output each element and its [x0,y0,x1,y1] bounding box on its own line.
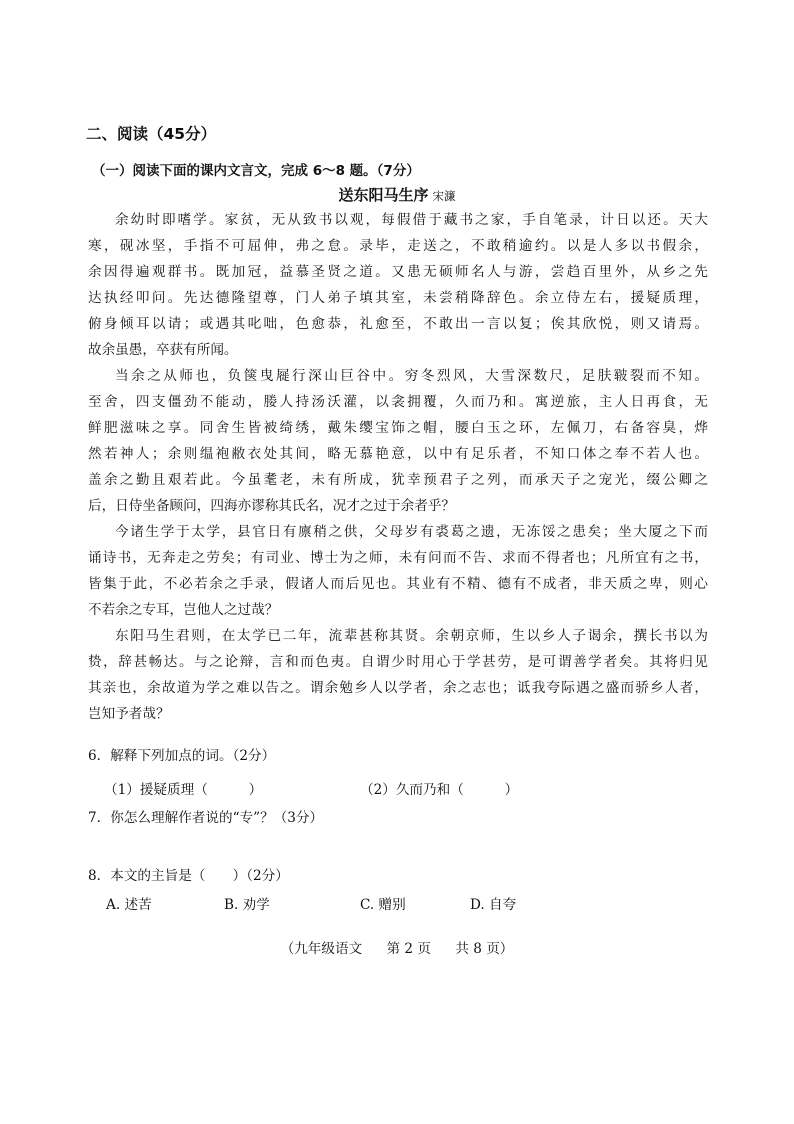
essay-line: 东阳马生君则，在太学已二年，流辈甚称其贤。余朝京师，生以乡人子谒余，撰长书以为 [115,628,708,644]
essay-line: 至舍，四支僵劲不能动，媵人持汤沃灌，以衾拥覆，久而乃和。寓逆旅，主人日再食，无 [88,394,708,410]
footer-total-pages: 共 8 页） [455,941,514,957]
question-6-stem: 6．解释下列加点的词。（2分） [88,748,276,764]
essay-line: 俯身倾耳以请；或遇其叱咄，色愈恭，礼愈至，不敢出一言以复；俟其欣悦，则又请焉。 [88,316,708,332]
question-8-option-d: D. 自夸 [470,897,517,913]
essay-line: 余幼时即嗜学。家贫，无从致书以观，每假借于藏书之家，手自笔录，计日以还。天大 [115,212,708,228]
essay-line: 达执经叩问。先达德隆望尊，门人弟子填其室，未尝稍降辞色。余立侍左右，援疑质理， [88,290,708,306]
essay-line: 不若余之专耳，岂他人之过哉？ [88,602,279,618]
essay-line: 寒，砚冰坚，手指不可屈伸，弗之怠。录毕，走送之，不敢稍逾约。以是人多以书假余， [88,238,708,254]
essay-line: 盖余之勤且艰若此。今虽耄老，未有所成，犹幸预君子之列，而承天子之宠光，缀公卿之 [88,472,708,488]
essay-title: 送东阳马生序 [338,186,429,204]
section-title: 二、阅读（45分） [86,125,217,143]
footer-page-number: 第 2 页 [386,941,431,957]
question-8-stem: 8．本文的主旨是（ ）（2分） [88,868,289,884]
subsection-title: （一）阅读下面的课内文言文，完成 6～8 题。（7分） [92,163,420,179]
essay-line: 故余虽愚，卒获有所闻。 [88,342,238,358]
essay-line: 皆集于此，不必若余之手录，假诸人而后见也。其业有不精、德有不成者，非天质之卑，则心 [88,576,708,592]
question-8-option-a: A. 述苦 [106,897,152,913]
essay-line: 然若神人；余则缊袍敝衣处其间，略无慕艳意，以中有足乐者，不知口体之奉不若人也。 [88,446,708,462]
essay-line: 当余之从师也，负箧曳屣行深山巨谷中。穷冬烈风，大雪深数尺，足肤皲裂而不知。 [115,368,708,384]
footer-course: （九年级语文 [280,941,363,957]
essay-line: 贽，辞甚畅达。与之论辩，言和而色夷。自谓少时用心于学甚劳，是可谓善学者矣。其将归见 [88,654,708,670]
essay-line: 后，日侍坐备顾问，四海亦谬称其氏名，况才之过于余者乎？ [88,498,456,514]
question-8-option-b: B. 劝学 [224,897,270,913]
essay-line: 诵诗书，无奔走之劳矣；有司业、博士为之师，未有问而不告、求而不得者也；凡所宜有之书， [88,550,708,566]
essay-line: 鲜肥滋味之享。同舍生皆被绮绣，戴朱缨宝饰之帽，腰白玉之环，左佩刀，右备容臭，烨 [88,420,708,436]
essay-author: 宋濂 [432,189,456,203]
question-6-item-2: （2）久而乃和（ ） [360,782,519,798]
essay-line: 其亲也，余故道为学之难以告之。谓余勉乡人以学者，余之志也；诋我夸际遇之盛而骄乡人者， [88,680,708,696]
essay-line: 今诸生学于太学，县官日有廪稍之供，父母岁有裘葛之遗，无冻馁之患矣；坐大厦之下而 [115,524,708,540]
question-8-option-c: C. 赠别 [360,897,406,913]
essay-line: 岂知予者哉？ [88,706,170,722]
question-7-stem: 7．你怎么理解作者说的“专”？（3分） [88,810,324,826]
question-6-item-1: （1）援疑质理（ ） [104,782,263,798]
page-footer [0,937,794,957]
essay-heading [0,184,794,205]
essay-line: 余因得遍观群书。既加冠，益慕圣贤之道。又患无硕师名人与游，尝趋百里外，从乡之先 [88,264,708,280]
